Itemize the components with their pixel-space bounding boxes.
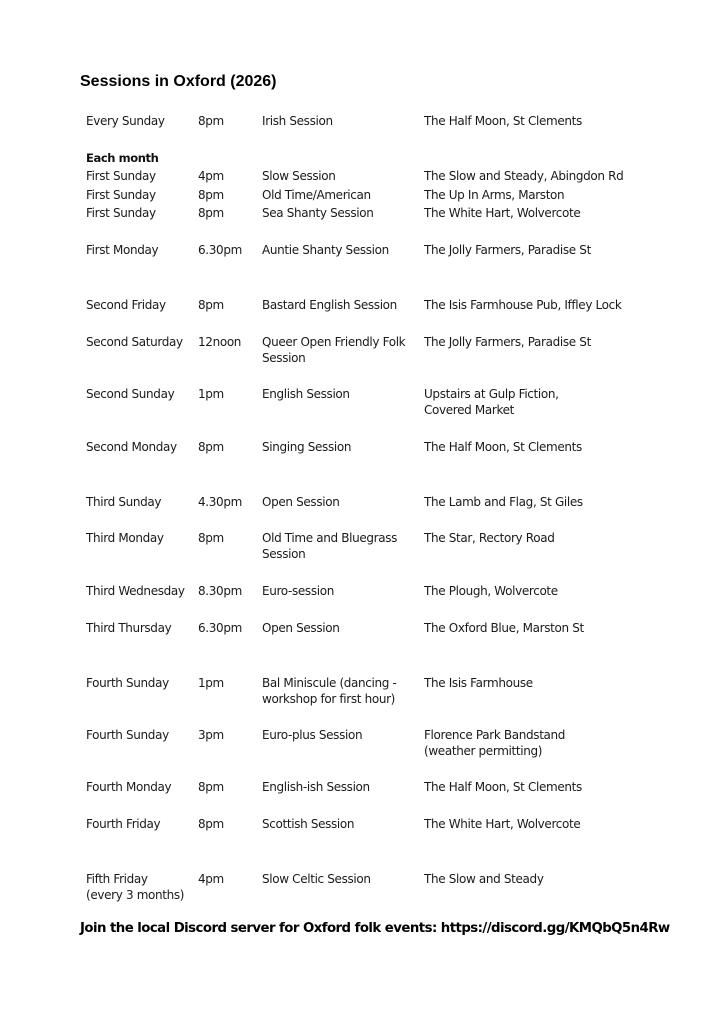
session-time: 8pm	[198, 780, 224, 794]
session-name: Slow Session	[262, 169, 336, 183]
session-venue: The Star, Rectory Road	[424, 531, 555, 545]
session-venue: The White Hart, Wolvercote	[424, 206, 581, 220]
session-venue: Upstairs at Gulp Fiction, Covered Market	[424, 387, 559, 417]
session-day: Fourth Monday	[86, 780, 172, 794]
session-day: Fifth Friday (every 3 months)	[86, 872, 185, 902]
session-day: Second Monday	[86, 440, 177, 454]
session-name: English-ish Session	[262, 780, 370, 794]
session-venue: The White Hart, Wolvercote	[424, 817, 581, 831]
session-venue: The Half Moon, St Clements	[424, 114, 582, 128]
session-time: 12noon	[198, 335, 242, 349]
session-day: Fourth Sunday	[86, 728, 169, 742]
session-time: 4.30pm	[198, 495, 242, 509]
session-day: Third Thursday	[86, 621, 172, 635]
session-name: Old Time and Bluegrass Session	[262, 531, 398, 561]
session-venue: The Slow and Steady	[424, 872, 544, 886]
session-name: Open Session	[262, 495, 340, 509]
session-name: Open Session	[262, 621, 340, 635]
session-name: Singing Session	[262, 440, 352, 454]
session-name: Sea Shanty Session	[262, 206, 374, 220]
session-name: Irish Session	[262, 114, 333, 128]
session-day: First Sunday	[86, 188, 156, 202]
session-venue: The Isis Farmhouse	[424, 676, 533, 690]
session-day: First Sunday	[86, 169, 156, 183]
session-venue: The Jolly Farmers, Paradise St	[424, 243, 591, 257]
section-heading-each-month: Each month	[86, 151, 159, 165]
session-name: Slow Celtic Session	[262, 872, 371, 886]
session-time: 6.30pm	[198, 243, 242, 257]
session-name: Euro-plus Session	[262, 728, 363, 742]
session-day: Fourth Friday	[86, 817, 161, 831]
session-day: Third Wednesday	[86, 584, 185, 598]
session-venue: The Plough, Wolvercote	[424, 584, 558, 598]
session-day: Third Monday	[86, 531, 164, 545]
session-name: Euro-session	[262, 584, 334, 598]
session-day: Second Sunday	[86, 387, 175, 401]
session-time: 8pm	[198, 206, 224, 220]
session-venue: The Slow and Steady, Abingdon Rd	[424, 169, 624, 183]
session-name: Scottish Session	[262, 817, 355, 831]
session-time: 8pm	[198, 440, 224, 454]
session-venue: The Lamb and Flag, St Giles	[424, 495, 583, 509]
session-time: 8pm	[198, 531, 224, 545]
session-venue: The Isis Farmhouse Pub, Iffley Lock	[424, 298, 622, 312]
session-time: 4pm	[198, 872, 224, 886]
session-day: Second Friday	[86, 298, 166, 312]
session-time: 8pm	[198, 114, 224, 128]
session-name: Bal Miniscule (dancing - workshop for first hour)	[262, 676, 397, 706]
session-venue: Florence Park Bandstand (weather permitting)	[424, 728, 566, 758]
session-time: 8.30pm	[198, 584, 242, 598]
session-venue: The Jolly Farmers, Paradise St	[424, 335, 591, 349]
session-day: Fourth Sunday	[86, 676, 169, 690]
session-day: Third Sunday	[86, 495, 162, 509]
session-name: Queer Open Friendly Folk Session	[262, 335, 406, 365]
session-venue: The Half Moon, St Clements	[424, 780, 582, 794]
session-time: 1pm	[198, 676, 224, 690]
session-time: 1pm	[198, 387, 224, 401]
session-time: 6.30pm	[198, 621, 242, 635]
session-venue: The Half Moon, St Clements	[424, 440, 582, 454]
session-time: 8pm	[198, 298, 224, 312]
session-day: First Monday	[86, 243, 159, 257]
session-day: Second Saturday	[86, 335, 183, 349]
session-name: English Session	[262, 387, 350, 401]
session-time: 4pm	[198, 169, 224, 183]
session-day: Every Sunday	[86, 114, 165, 128]
session-day: First Sunday	[86, 206, 156, 220]
page-title: Sessions in Oxford (2026)	[80, 73, 277, 90]
session-time: 8pm	[198, 188, 224, 202]
session-name: Auntie Shanty Session	[262, 243, 389, 257]
discord-invite-text: Join the local Discord server for Oxford folk events: https://discord.gg/KMQbQ5n4Rw	[80, 921, 670, 936]
session-venue: The Up In Arms, Marston	[424, 188, 565, 202]
session-venue: The Oxford Blue, Marston St	[424, 621, 584, 635]
session-time: 3pm	[198, 728, 224, 742]
session-name: Old Time/American	[262, 188, 371, 202]
session-name: Bastard English Session	[262, 298, 397, 312]
session-time: 8pm	[198, 817, 224, 831]
